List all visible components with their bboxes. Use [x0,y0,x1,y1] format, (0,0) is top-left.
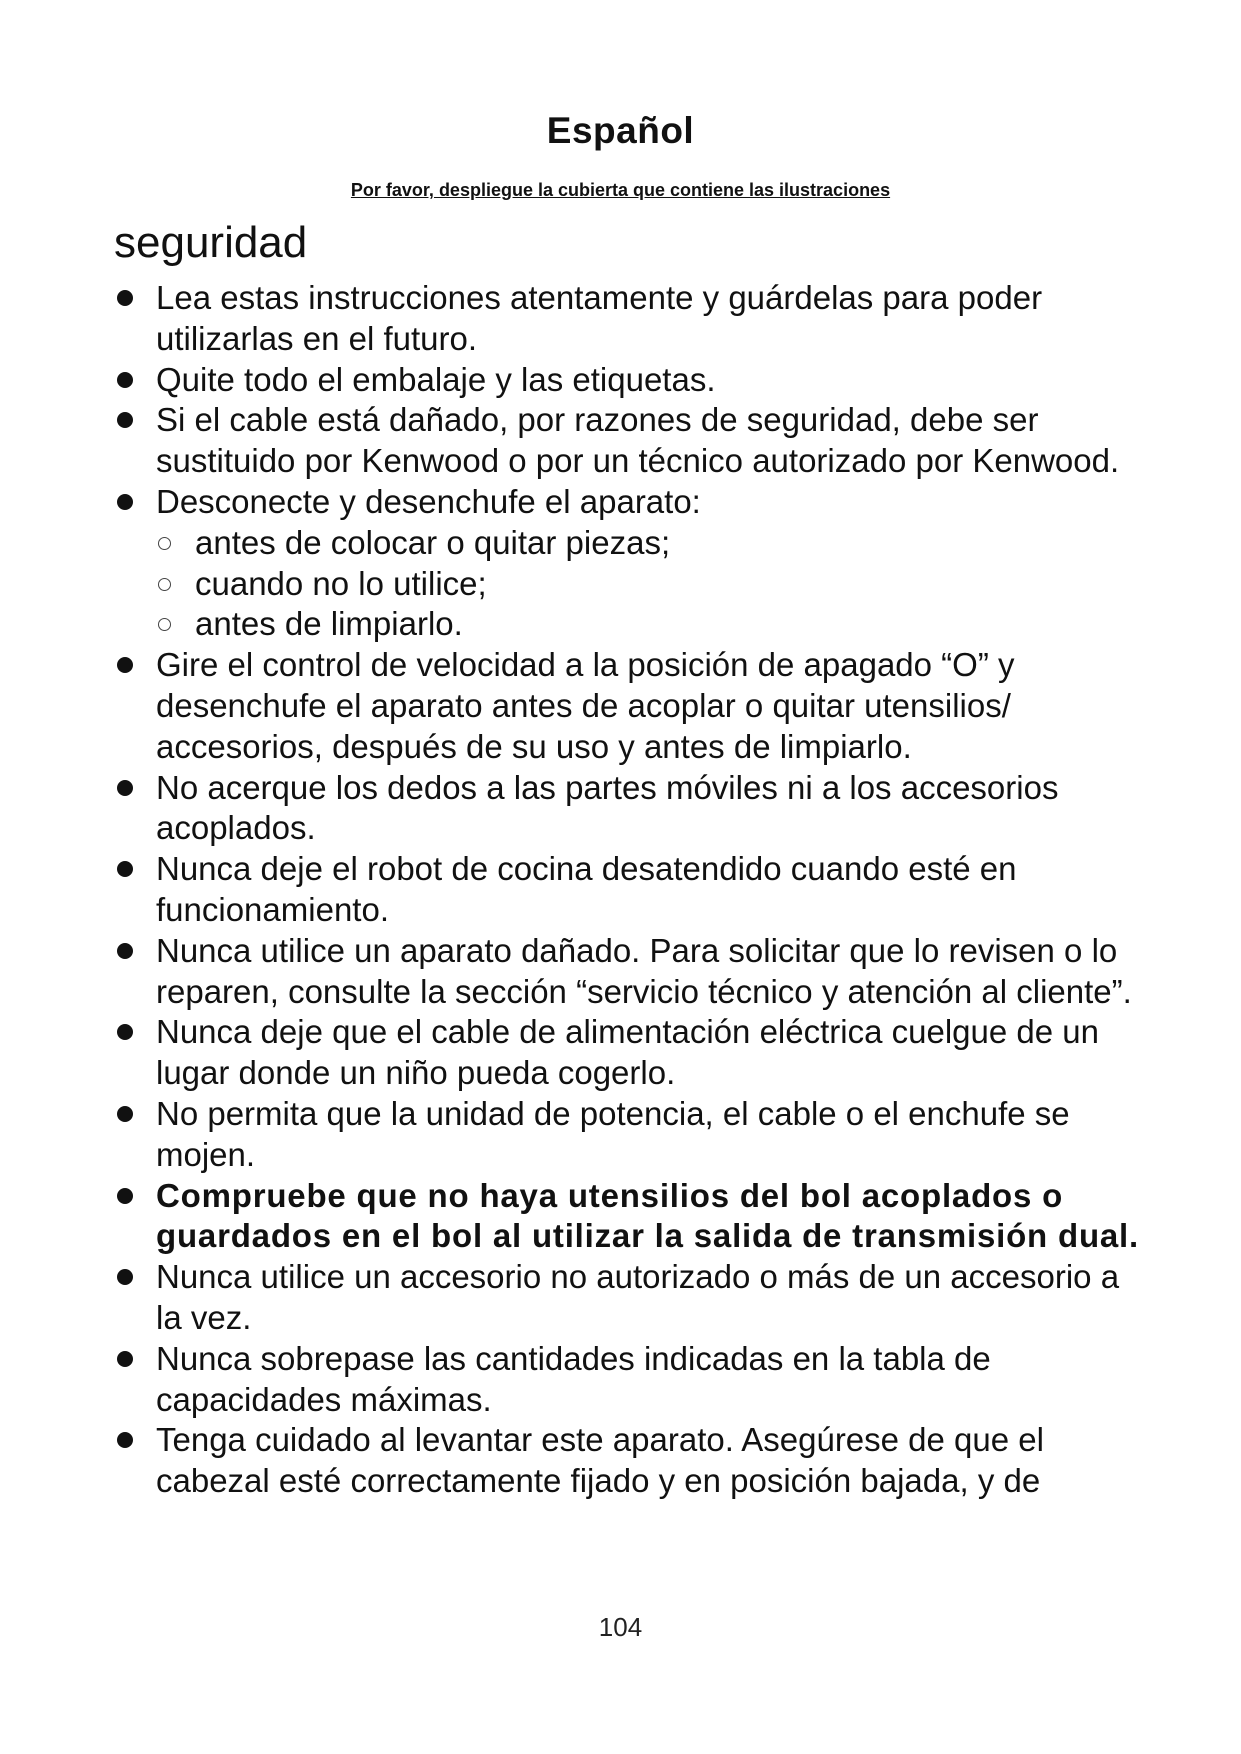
list-item: Lea estas instrucciones atentamente y guárdelas para poder utilizarlas en el futuro. [114,278,1144,360]
list-item-text: Desconecte y desenchufe el aparato: [156,482,701,520]
list-item: No permita que la unidad de potencia, el cable o el enchufe se mojen. [114,1094,1144,1176]
safety-list [114,278,1144,1502]
list-item: Gire el control de velocidad a la posición de apagado “O” y desenchufe el aparato antes de acoplar o quitar utensilios/ accesorios, después de su uso y antes de limpiarlo. [114,645,1144,767]
list-item: No acerque los dedos a las partes móviles ni a los accesorios acoplados. [114,768,1144,850]
list-item: Nunca utilice un accesorio no autorizado o más de un accesorio a la vez. [114,1257,1144,1339]
list-item: Si el cable está dañado, por razones de seguridad, debe ser sustituido por Kenwood o por un técnico autorizado por Kenwood. [114,400,1144,482]
list-item: Nunca sobrepase las cantidades indicadas en la tabla de capacidades máximas. [114,1339,1144,1421]
safety-content [114,278,1144,1502]
illustrations-note: Por favor, despliegue la cubierta que contiene las ilustraciones [350,180,891,200]
list-item: Nunca utilice un aparato dañado. Para solicitar que lo revisen o lo reparen, consulte la sección “servicio técnico y atención al cliente”. [114,931,1144,1013]
list-item: Tenga cuidado al levantar este aparato. Asegúrese de que el cabezal esté correctamente fijado y en posición bajada, y de [114,1420,1144,1502]
sub-list-item: cuando no lo utilice; [156,564,1144,605]
list-item-with-subitems [114,482,1144,645]
sub-list-item: antes de colocar o quitar piezas; [156,523,1144,564]
list-item: Quite todo el embalaje y las etiquetas. [114,360,1144,401]
section-title: seguridad [114,218,308,267]
list-item: Nunca deje que el cable de alimentación eléctrica cuelgue de un lugar donde un niño pueda cogerlo. [114,1012,1144,1094]
list-item: Nunca deje el robot de cocina desatendido cuando esté en funcionamiento. [114,849,1144,931]
list-item-warning: Compruebe que no haya utensilios del bol acoplados o guardados en el bol al utilizar la salida de transmisión dual. [114,1176,1144,1258]
page-number: 104 [598,1612,643,1642]
sub-list [156,523,1144,645]
page-heading: Español [546,110,695,151]
sub-list-item: antes de limpiarlo. [156,604,1144,645]
